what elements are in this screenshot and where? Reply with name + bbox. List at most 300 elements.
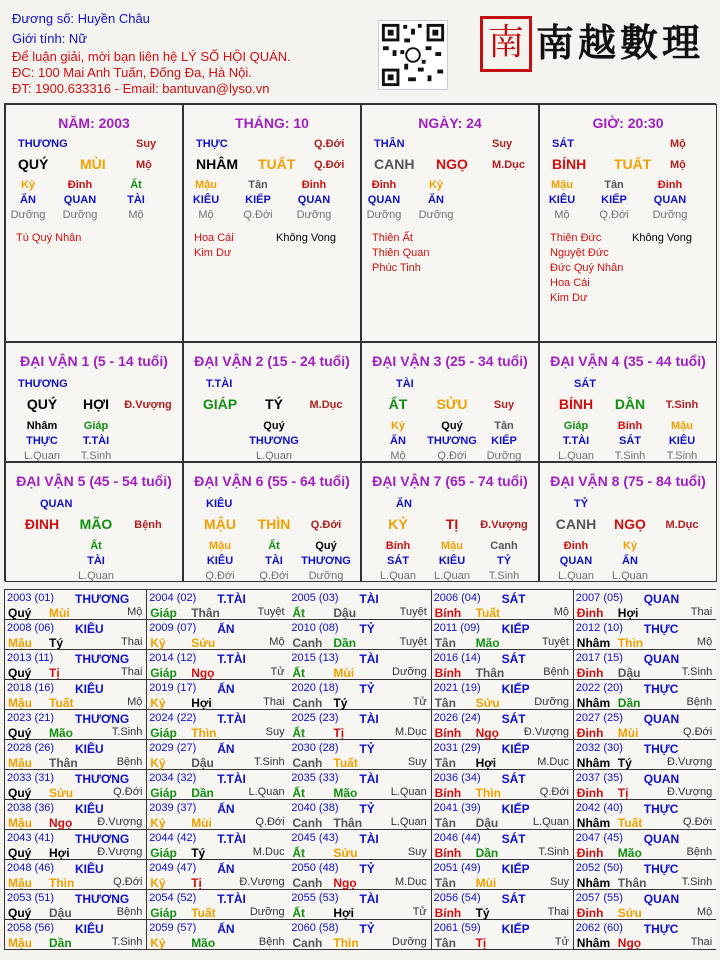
luck-hidden-god: KIÊU bbox=[668, 435, 696, 447]
year-cell bbox=[289, 890, 431, 920]
year-stage: T.Sinh bbox=[111, 936, 143, 948]
pillar-stem: QUÝ bbox=[18, 156, 49, 172]
luck-stem: KỶ bbox=[388, 516, 408, 532]
luck-title: ĐẠI VẬN 3 (25 - 34 tuổi) bbox=[372, 353, 528, 369]
year-branch: Thìn bbox=[49, 876, 75, 890]
luck-hidden-god: TÀI bbox=[265, 555, 283, 567]
hidden-state: Dưỡng bbox=[366, 209, 402, 221]
year-label: 2022 (20) bbox=[575, 682, 623, 694]
year-cell bbox=[574, 860, 716, 890]
year-stage: M.Dục bbox=[537, 756, 569, 768]
year-god: QUAN bbox=[643, 652, 680, 666]
seal-logo: 南 bbox=[480, 16, 532, 72]
year-branch: Dậu bbox=[333, 606, 357, 620]
pillar-branch: TUẤT bbox=[614, 156, 652, 172]
year-branch: Thân bbox=[475, 666, 505, 680]
year-label: 2017 (15) bbox=[575, 652, 623, 664]
year-branch: Ngọ bbox=[191, 666, 215, 680]
year-god: KIÊU bbox=[75, 742, 104, 756]
year-god: KIÊU bbox=[75, 802, 104, 816]
pillar-stage: Mộ bbox=[136, 159, 152, 171]
year-stem: Nhâm bbox=[576, 936, 611, 950]
year-stem: Tân bbox=[434, 816, 456, 830]
year-label: 2025 (23) bbox=[291, 712, 339, 724]
year-god: QUAN bbox=[643, 772, 680, 786]
year-stage: L.Quan bbox=[390, 786, 427, 798]
year-cell bbox=[289, 710, 431, 740]
year-god: SÁT bbox=[501, 592, 526, 606]
year-stem: Tân bbox=[434, 696, 456, 710]
year-stage: L.Quan bbox=[532, 816, 569, 828]
year-label: 2010 (08) bbox=[291, 622, 339, 634]
hidden-stem: Đinh bbox=[371, 179, 397, 191]
year-branch: Tuất bbox=[617, 816, 643, 830]
year-stem: Kỷ bbox=[150, 636, 166, 650]
year-label: 2031 (29) bbox=[433, 742, 481, 754]
year-label: 2043 (41) bbox=[7, 832, 55, 844]
year-label: 2055 (53) bbox=[291, 892, 339, 904]
year-stem: Mậu bbox=[8, 696, 32, 710]
year-god: QUAN bbox=[643, 592, 680, 606]
year-branch: Thìn bbox=[191, 726, 217, 740]
year-stage: Bệnh bbox=[116, 756, 143, 768]
year-stage: Đ.Vượng bbox=[97, 846, 143, 858]
year-branch: Tý bbox=[49, 636, 64, 650]
luck-stage: Đ.Vượng bbox=[124, 399, 172, 411]
year-branch: Tý bbox=[333, 696, 348, 710]
year-cell bbox=[574, 890, 716, 920]
year-god: T.TÀI bbox=[217, 712, 246, 726]
pillar-branch: NGỌ bbox=[436, 156, 468, 172]
luck-hidden-god: KIÊU bbox=[206, 555, 234, 567]
year-stem: Giáp bbox=[150, 666, 177, 680]
year-label: 2003 (01) bbox=[7, 592, 55, 604]
star-item: Thiên Ất bbox=[372, 232, 413, 244]
year-branch: Dần bbox=[191, 786, 214, 800]
year-stage: Mộ bbox=[696, 906, 713, 918]
star-item: Nguyệt Đức bbox=[550, 247, 609, 259]
luck-branch: NGỌ bbox=[614, 516, 646, 532]
year-cell bbox=[432, 860, 574, 890]
year-cell bbox=[574, 800, 716, 830]
gender: Giới tính: Nữ bbox=[12, 31, 88, 46]
year-stem: Tân bbox=[434, 876, 456, 890]
luck-god: THƯƠNG bbox=[18, 378, 68, 390]
luck-hidden-stem: Tân bbox=[494, 420, 514, 432]
year-cell bbox=[432, 770, 574, 800]
luck-hidden-state: Q.Đới bbox=[437, 450, 467, 462]
luck-hidden-state: T.Sinh bbox=[488, 570, 520, 582]
luck-stage: Bệnh bbox=[134, 519, 162, 531]
year-god: THƯƠNG bbox=[75, 712, 130, 726]
hidden-stem: Mậu bbox=[195, 179, 217, 191]
pillar-stage: Q.Đới bbox=[314, 159, 345, 171]
year-stem: Canh bbox=[292, 936, 323, 950]
year-stem: Bính bbox=[434, 726, 462, 740]
year-god: TÀI bbox=[359, 892, 379, 906]
year-god: THỰC bbox=[643, 682, 679, 696]
year-stage: L.Quan bbox=[248, 786, 285, 798]
year-god: KIÊU bbox=[75, 922, 104, 936]
hidden-god: TÀI bbox=[127, 194, 145, 206]
star-item: Phúc Tinh bbox=[372, 262, 421, 274]
year-branch: Sửu bbox=[49, 786, 74, 800]
brand-logo: 南越數理 bbox=[536, 20, 705, 65]
luck-stem: CANH bbox=[555, 516, 597, 532]
year-stage: Q.Đới bbox=[113, 786, 143, 798]
year-cell bbox=[147, 830, 289, 860]
year-god: T.TÀI bbox=[217, 652, 246, 666]
year-stage: T.Sinh bbox=[254, 756, 285, 768]
year-god: ẤN bbox=[217, 802, 235, 816]
pillar-stem: CANH bbox=[374, 156, 415, 172]
year-stem: Quý bbox=[8, 666, 32, 680]
year-branch: Tị bbox=[617, 786, 629, 800]
year-label: 2011 (09) bbox=[433, 622, 480, 634]
luck-hidden-god: KIẾP bbox=[491, 435, 517, 447]
hidden-stem: Kỷ bbox=[428, 179, 444, 191]
luck-hidden-stem: Ất bbox=[268, 540, 280, 552]
year-stem: Giáp bbox=[150, 786, 177, 800]
year-stem: Nhâm bbox=[576, 816, 611, 830]
star-item: Đức Quý Nhân bbox=[550, 262, 624, 274]
year-god: KIẾP bbox=[501, 742, 530, 756]
year-stem: Ất bbox=[292, 786, 306, 800]
year-branch: Tuất bbox=[49, 696, 74, 710]
pillar-branch: MÙI bbox=[80, 156, 106, 172]
hidden-god: QUAN bbox=[63, 194, 97, 206]
year-stem: Nhâm bbox=[576, 636, 611, 650]
luck-hidden-god: SÁT bbox=[387, 555, 409, 567]
luck-hidden-stem: Bính bbox=[385, 540, 411, 552]
hidden-stem: Tân bbox=[604, 179, 624, 191]
year-god: THỰC bbox=[643, 622, 679, 636]
year-label: 2042 (40) bbox=[575, 802, 623, 814]
luck-hidden-state: L.Quan bbox=[557, 450, 595, 462]
luck-hidden-stem: Canh bbox=[490, 540, 518, 552]
year-stage: Thai bbox=[120, 666, 143, 678]
hidden-stem: Đinh bbox=[301, 179, 327, 191]
luck-hidden-stem: Đinh bbox=[563, 540, 589, 552]
pillar-god: THỰC bbox=[196, 138, 228, 150]
luck-hidden-stem: Quý bbox=[315, 540, 337, 552]
year-label: 2041 (39) bbox=[433, 802, 481, 814]
year-stage: Dưỡng bbox=[249, 906, 285, 918]
year-branch: Hợi bbox=[617, 606, 639, 620]
year-stage: Đ.Vượng bbox=[667, 786, 713, 798]
year-cell bbox=[5, 740, 147, 770]
year-stem: Nhâm bbox=[576, 876, 611, 890]
year-label: 2054 (52) bbox=[149, 892, 197, 904]
pillar-stem: BÍNH bbox=[552, 156, 587, 172]
year-cell bbox=[147, 770, 289, 800]
year-label: 2032 (30) bbox=[575, 742, 623, 754]
star-item: Thiên Đức bbox=[550, 232, 602, 244]
year-branch: Hợi bbox=[191, 696, 212, 710]
year-stage: Suy bbox=[407, 846, 427, 858]
year-stage: T.Sinh bbox=[681, 876, 713, 888]
year-stem: Mậu bbox=[8, 936, 32, 950]
year-label: 2009 (07) bbox=[149, 622, 197, 634]
luck-title: ĐẠI VẬN 7 (65 - 74 tuổi) bbox=[372, 473, 528, 489]
year-god: SÁT bbox=[501, 832, 526, 846]
annual-luck-table bbox=[4, 589, 716, 950]
hidden-stem: Kỷ bbox=[20, 179, 36, 191]
hidden-god: KIÊU bbox=[548, 194, 576, 206]
year-label: 2020 (18) bbox=[291, 682, 339, 694]
luck-stage: Q.Đới bbox=[310, 519, 342, 531]
luck-stage: M.Dục bbox=[309, 399, 343, 411]
year-stage: Mộ bbox=[127, 696, 143, 708]
year-cell bbox=[5, 800, 147, 830]
year-cell bbox=[574, 740, 716, 770]
luck-stage: T.Sinh bbox=[665, 399, 699, 411]
year-stem: Kỷ bbox=[150, 816, 166, 830]
year-stage: Tử bbox=[412, 696, 427, 708]
year-god: THỰC bbox=[643, 862, 679, 876]
year-stage: Q.Đới bbox=[255, 816, 285, 828]
year-god: TÀI bbox=[359, 652, 379, 666]
year-god: ẤN bbox=[217, 622, 235, 636]
hidden-state: Q.Đới bbox=[599, 209, 629, 221]
year-stem: Canh bbox=[292, 636, 323, 650]
year-stage: Suy bbox=[550, 876, 569, 888]
year-stage: Tử bbox=[554, 936, 569, 948]
year-stage: Bệnh bbox=[686, 846, 713, 858]
year-label: 2061 (59) bbox=[433, 922, 481, 934]
hidden-god: QUAN bbox=[653, 194, 687, 206]
year-branch: Thìn bbox=[617, 636, 644, 650]
year-cell bbox=[432, 590, 574, 620]
luck-hidden-god: TỶ bbox=[496, 555, 512, 567]
hidden-state: Mộ bbox=[554, 209, 570, 221]
year-stage: Dưỡng bbox=[534, 696, 569, 708]
year-label: 2038 (36) bbox=[7, 802, 55, 814]
year-cell bbox=[147, 740, 289, 770]
year-stem: Quý bbox=[8, 846, 32, 860]
year-god: KIÊU bbox=[75, 682, 104, 696]
year-stage: Suy bbox=[265, 726, 285, 738]
luck-cell bbox=[539, 462, 717, 582]
year-stem: Quý bbox=[8, 726, 32, 740]
year-label: 2027 (25) bbox=[575, 712, 623, 724]
year-stage: Thai bbox=[120, 636, 143, 648]
year-stem: Bính bbox=[434, 666, 462, 680]
year-branch: Dậu bbox=[475, 816, 499, 830]
year-branch: Tuất bbox=[475, 606, 501, 620]
year-cell bbox=[432, 740, 574, 770]
luck-hidden-god: THƯƠNG bbox=[427, 435, 477, 447]
year-stage: Đ.Vượng bbox=[667, 756, 713, 768]
year-stem: Đinh bbox=[576, 846, 604, 860]
luck-hidden-state: T.Sinh bbox=[80, 450, 112, 462]
year-stage: M.Dục bbox=[395, 726, 427, 738]
year-god: THỰC bbox=[643, 922, 679, 936]
luck-cell bbox=[361, 342, 539, 462]
year-cell bbox=[432, 710, 574, 740]
hidden-stem: Đinh bbox=[657, 179, 683, 191]
year-stage: Bệnh bbox=[686, 696, 713, 708]
year-stem: Canh bbox=[292, 696, 323, 710]
pillar-state: Suy bbox=[492, 138, 513, 150]
luck-hidden-stem: Mậu bbox=[209, 540, 231, 552]
hidden-state: Mộ bbox=[198, 209, 214, 221]
pillar-god: THƯƠNG bbox=[18, 138, 68, 150]
luck-hidden-state: L.Quan bbox=[611, 570, 649, 582]
year-god: ẤN bbox=[217, 682, 235, 696]
year-branch: Dần bbox=[333, 636, 357, 650]
owner-name: Đương số: Huyền Châu bbox=[12, 11, 150, 26]
year-stage: Q.Đới bbox=[682, 726, 713, 738]
year-label: 2045 (43) bbox=[291, 832, 339, 844]
year-label: 2013 (11) bbox=[7, 652, 54, 664]
year-cell bbox=[147, 920, 289, 950]
year-god: TÀI bbox=[359, 832, 379, 846]
year-branch: Thân bbox=[333, 816, 363, 830]
year-label: 2005 (03) bbox=[291, 592, 339, 604]
hidden-god: KIẾP bbox=[601, 194, 627, 206]
luck-stage: Suy bbox=[493, 399, 515, 411]
hidden-god: QUAN bbox=[367, 194, 401, 206]
year-branch: Tị bbox=[191, 876, 202, 890]
year-branch: Thân bbox=[49, 756, 78, 770]
luck-hidden-stem: Giáp bbox=[563, 420, 589, 432]
luck-hidden-state: T.Sinh bbox=[666, 450, 698, 462]
luck-title: ĐẠI VẬN 2 (15 - 24 tuổi) bbox=[194, 353, 350, 369]
year-stem: Đinh bbox=[576, 606, 604, 620]
pillar-god: THÂN bbox=[374, 138, 405, 150]
year-branch: Ngọ bbox=[333, 876, 357, 890]
year-stage: M.Dục bbox=[252, 846, 285, 858]
year-god: THƯƠNG bbox=[75, 892, 130, 906]
year-stage: Tuyệt bbox=[399, 636, 427, 648]
year-label: 2059 (57) bbox=[149, 922, 197, 934]
hidden-stem: Đinh bbox=[67, 179, 93, 191]
year-label: 2015 (13) bbox=[291, 652, 339, 664]
luck-hidden-god: THƯƠNG bbox=[301, 555, 351, 567]
year-cell bbox=[147, 710, 289, 740]
year-stage: Tuyệt bbox=[257, 606, 285, 618]
year-god: THỰC bbox=[643, 742, 679, 756]
luck-hidden-state: L.Quan bbox=[433, 570, 471, 582]
hidden-state: Dưỡng bbox=[10, 209, 46, 221]
year-cell bbox=[289, 620, 431, 650]
luck-title: ĐẠI VẬN 1 (5 - 14 tuổi) bbox=[20, 353, 168, 369]
luck-hidden-stem: Ất bbox=[90, 540, 102, 552]
year-branch: Mùi bbox=[475, 876, 497, 890]
year-god: KIẾP bbox=[501, 682, 530, 696]
year-stem: Mậu bbox=[8, 636, 32, 650]
luck-stem: QUÝ bbox=[26, 396, 58, 412]
year-stem: Quý bbox=[8, 606, 32, 620]
year-god: TÀI bbox=[359, 712, 379, 726]
year-label: 2024 (22) bbox=[149, 712, 197, 724]
year-branch: Dần bbox=[475, 846, 499, 860]
year-stage: Q.Đới bbox=[682, 816, 713, 828]
year-label: 2030 (28) bbox=[291, 742, 339, 754]
year-god: KIẾP bbox=[501, 802, 530, 816]
year-god: T.TÀI bbox=[217, 772, 246, 786]
year-stem: Nhâm bbox=[576, 756, 611, 770]
year-cell bbox=[5, 590, 147, 620]
year-stem: Tân bbox=[434, 936, 456, 950]
pillar-cell bbox=[539, 104, 717, 342]
year-label: 2019 (17) bbox=[149, 682, 197, 694]
luck-god: T.TÀI bbox=[206, 378, 233, 390]
luck-cell bbox=[183, 342, 361, 462]
year-cell bbox=[289, 860, 431, 890]
luck-stem: ĐINH bbox=[24, 516, 60, 532]
year-stage: Bệnh bbox=[543, 666, 569, 678]
year-stage: T.Sinh bbox=[681, 666, 713, 678]
pillar-state: Mộ bbox=[670, 138, 686, 150]
year-branch: Tý bbox=[617, 756, 632, 770]
star-item-2: Không Vong bbox=[276, 232, 336, 244]
hidden-state: Dưỡng bbox=[652, 209, 688, 221]
year-god: THƯƠNG bbox=[75, 652, 130, 666]
year-stem: Quý bbox=[8, 906, 32, 920]
year-cell bbox=[147, 680, 289, 710]
luck-cell bbox=[361, 462, 539, 582]
chart-grid bbox=[4, 103, 716, 581]
year-god: SÁT bbox=[501, 712, 526, 726]
year-cell bbox=[147, 590, 289, 620]
year-god: TỶ bbox=[359, 622, 375, 636]
hidden-god: ẤN bbox=[428, 194, 444, 206]
year-cell bbox=[289, 920, 431, 950]
year-cell bbox=[432, 890, 574, 920]
year-branch: Hợi bbox=[333, 906, 354, 920]
year-label: 2029 (27) bbox=[149, 742, 197, 754]
year-branch: Hợi bbox=[475, 756, 497, 770]
year-stage: Mộ bbox=[696, 636, 713, 648]
year-god: KIẾP bbox=[501, 622, 530, 636]
year-branch: Dậu bbox=[191, 756, 214, 770]
year-god: ẤN bbox=[217, 862, 235, 876]
year-stem: Ất bbox=[292, 846, 306, 860]
year-branch: Tý bbox=[475, 906, 490, 920]
year-label: 2044 (42) bbox=[149, 832, 197, 844]
pillar-cell bbox=[361, 104, 539, 342]
hidden-stem: Tân bbox=[248, 179, 268, 191]
year-stage: Thai bbox=[263, 696, 285, 708]
year-cell bbox=[147, 650, 289, 680]
year-branch: Ngọ bbox=[617, 936, 642, 950]
phone-email: ĐT: 1900.633316 - Email: bantuvan@lyso.vn bbox=[12, 81, 270, 96]
luck-god: TÀI bbox=[396, 378, 414, 390]
year-branch: Ngọ bbox=[49, 816, 73, 830]
pillar-state: Suy bbox=[136, 138, 157, 150]
year-branch: Mùi bbox=[333, 666, 355, 680]
year-label: 2014 (12) bbox=[149, 652, 197, 664]
year-branch: Mão bbox=[333, 786, 358, 800]
star-item: Tú Quý Nhân bbox=[16, 232, 82, 244]
hidden-god: QUAN bbox=[297, 194, 331, 206]
year-label: 2023 (21) bbox=[7, 712, 55, 724]
hidden-stem: Ất bbox=[130, 179, 142, 191]
year-stem: Đinh bbox=[576, 726, 604, 740]
year-stem: Tân bbox=[434, 756, 456, 770]
year-cell bbox=[5, 920, 147, 950]
year-stage: Thai bbox=[547, 906, 569, 918]
year-label: 2056 (54) bbox=[433, 892, 481, 904]
hidden-state: Q.Đới bbox=[243, 209, 273, 221]
luck-hidden-stem: Kỷ bbox=[622, 540, 638, 552]
year-stem: Tân bbox=[434, 636, 456, 650]
pillar-cell bbox=[5, 104, 183, 342]
year-god: T.TÀI bbox=[217, 832, 246, 846]
year-god: ẤN bbox=[217, 922, 235, 936]
